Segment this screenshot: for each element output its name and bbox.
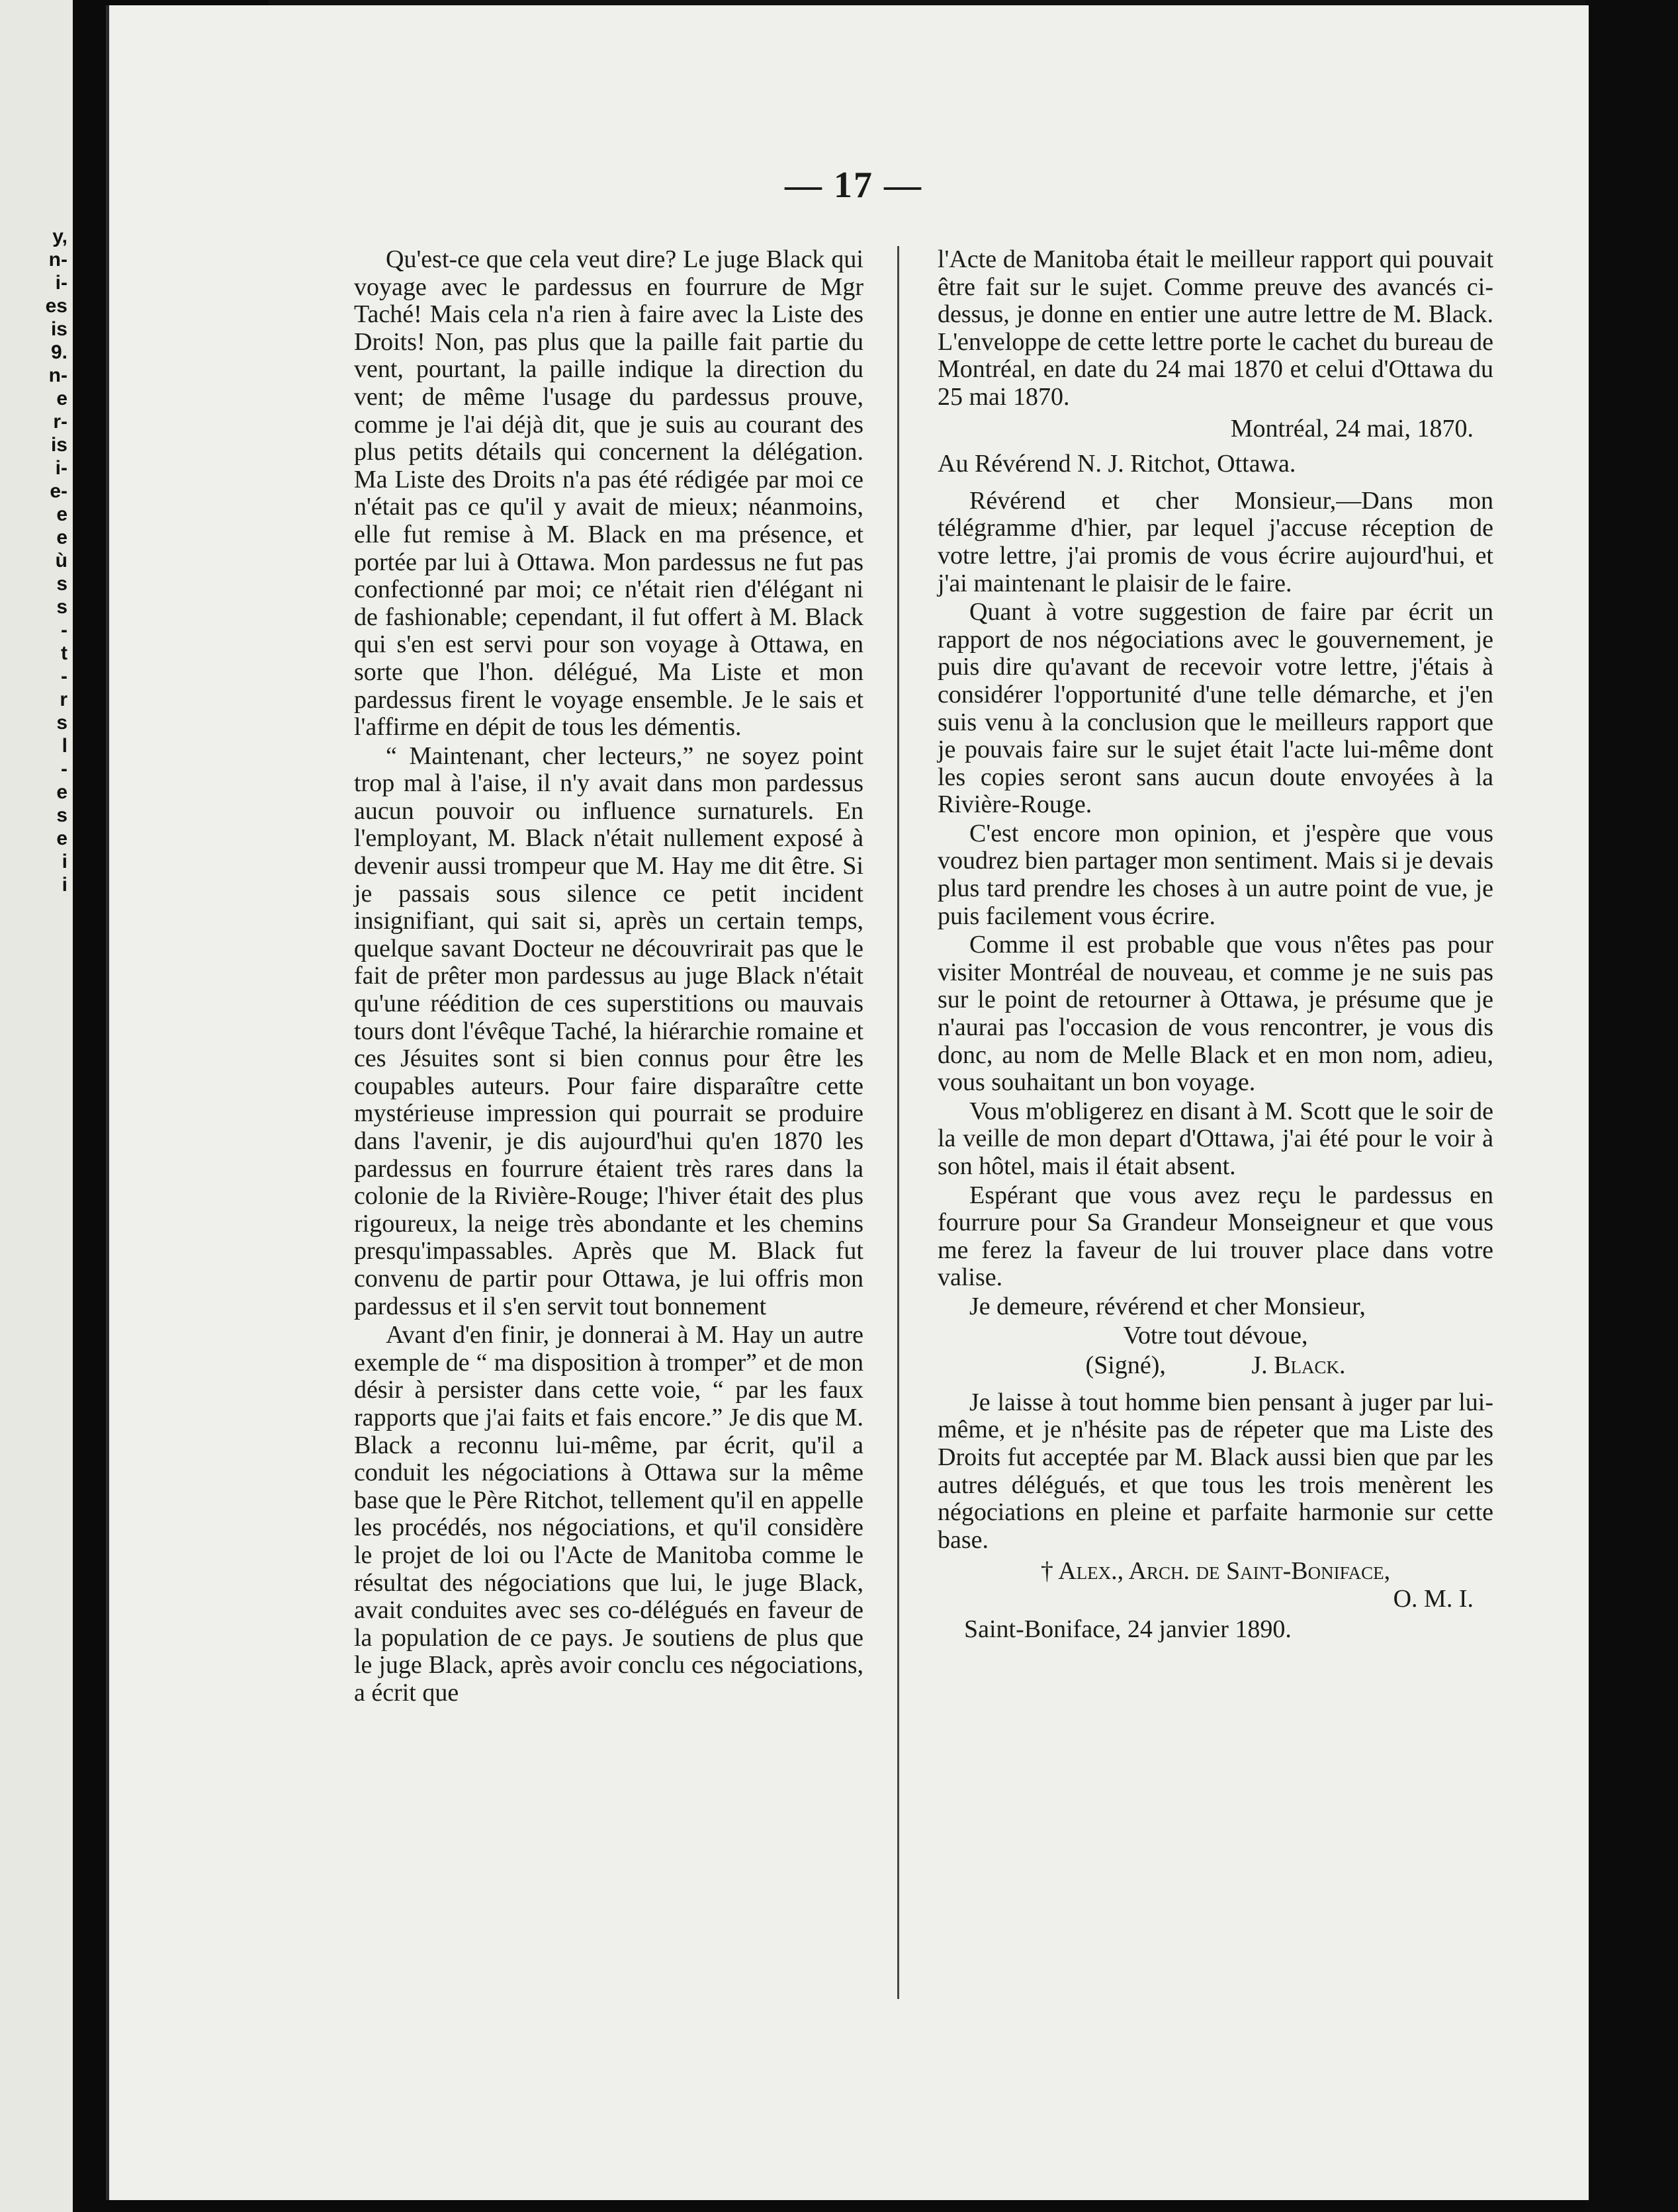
letter-paragraph: Révérend et cher Monsieur,—Dans mon télégramme d'hier, par lequel j'accuse réception de votre lettre, j'ai promis de vous écrire aujourd'hui, et j'ai maintenant le plaisir de le faire. [938,486,1493,597]
margin-fragment: s [56,573,67,595]
margin-fragment: es [45,295,67,317]
margin-fragment: l [62,735,67,757]
letter-signature [938,1352,1493,1380]
letter-paragraph: Espérant que vous avez reçu le pardessus en fourrure pour Sa Grandeur Monseigneur et que vous me ferez la faveur de lui trouver place dans votre valise. [938,1181,1493,1292]
margin-fragment: r [60,689,67,710]
signed-note: (Signé), [1085,1351,1166,1380]
signer-name: J. Black. [1251,1351,1346,1380]
margin-fragment: r- [53,411,67,433]
left-column [354,246,863,1708]
margin-fragment: n- [48,364,67,386]
margin-fragment: i- [55,457,67,479]
letter-paragraph: C'est encore mon opinion, et j'espère que vous voudrez bien partager mon sentiment. Mais si je devais plus tard prendre les choses à un autre point de vue, je puis facilement vous écrire. [938,819,1493,930]
margin-fragment: i [62,874,67,896]
margin-fragment: i [62,851,67,872]
letter-paragraph: Vous m'obligerez en disant à M. Scott que le soir de la veille de mon depart d'Ottawa, j'ai été pour le voir à son hôtel, mais il était absent. [938,1097,1493,1180]
page-number: — 17 — [785,165,922,206]
paragraph: Avant d'en finir, je donnerai à M. Hay un autre exemple de “ ma disposition à tromper” et de mon désir à persister dans cette voie, “ par les faux rapports que j'ai faits et fais encore.” Je dis que M. Black a reconnu lui-même, par écrit, qu'il a conduit les négociations à Ottawa sur la même base que le Père Ritchot, tellement qu'il en appelle les procédés, nos négociations, et qu'il considère le projet de loi ou l'Acte de Manitoba comme le résultat des négociations que lui, le juge Black, avait conduites avec ses co-délégués en faveur de la population de ce pays. Je soutiens de plus que le juge Black, après avoir conclu ces négociations, a écrit que [354,1321,863,1707]
margin-fragment: ù [55,550,67,572]
margin-fragment: e [56,503,67,525]
facing-page-edge [0,0,73,2212]
margin-fragment: s [56,804,67,826]
letter-closing: Je demeure, révérend et cher Monsieur, [969,1292,1366,1320]
paragraph: Qu'est-ce que cela veut dire? Le juge Black qui voyage avec le pardessus en fourrure de Mgr Taché! Mais cela n'a rien à faire avec la Liste des Droits! Non, pas plus que la paille fait partie du vent, pourtant, la paille indique la direction du vent; de même l'usage du pardessus prouve, comme je l'ai déjà dit, que je suis au courant des plus petits détails qui concernent la délégation. Ma Liste des Droits n'a pas été rédigée par moi ce n'était pas ce qu'il y avait de mieux; néanmoins, elle fut remise à M. Black en ma présence, et portée par lui à Ottawa. Mon pardessus ne fut pas confectionné par moi; ce n'était rien d'élégant ni de fashionable; cependant, il fut offert à M. Black qui s'en est servi pour son voyage à Ottawa, en sorte que l'hon. délégué, Ma Liste et mon pardessus firent le voyage ensemble. Je le sais et l'affirme en dépit de tous les démentis. [354,245,863,742]
margin-fragment: i- [55,272,67,294]
facing-page-fragments [1,225,67,896]
margin-fragment: 9. [50,341,67,363]
margin-fragment: e [56,527,67,548]
margin-fragment: e [56,388,67,409]
margin-fragment: - [61,665,67,687]
margin-fragment: y, [52,226,67,247]
paragraph: l'Acte de Manitoba était le meilleur rapport qui pouvait être fait sur le sujet. Comme preuve des avancés ci-dessus, je donne en entier une autre lettre de M. Black. L'enveloppe de cette lettre porte le cachet du bureau de Montréal, en date du 24 mai 1870 et celui d'Ottawa du 25 mai 1870. [938,245,1493,411]
letter-paragraph: Comme il est probable que vous n'êtes pas pour visiter Montréal de nouveau, et comme je ne suis pas sur le point de retourner à Ottawa, je présume que je n'aurai pas l'occasion de vous rencontrer, je vous dis donc, au nom de Melle Black et en mon nom, adieu, vous souhaitant un bon voyage. [938,931,1493,1097]
margin-fragment: e [56,781,67,803]
margin-fragment: t [61,642,67,664]
margin-fragment: - [61,619,67,641]
paragraph: Je laisse à tout homme bien pensant à juger par lui-même, et je n'hésite pas de répeter que ma Liste des Droits fut acceptée par M. Black aussi bien que par les autres délégués, et que tous les trois menèrent les négociations en pleine et parfaite harmonie sur cette base. [938,1388,1493,1554]
letter-paragraph: Quant à votre suggestion de faire par écrit un rapport de nos négociations avec le gouvernement, je puis dire qu'avant de recevoir votre lettre, j'étais à considérer l'opportunité d'une telle démarche, et j'en suis venu à la conclusion que le meilleurs rapport que je pouvais faire sur le sujet était l'acte lui-même dont les copies seront sans aucun doute envoyées à la Rivière-Rouge. [938,598,1493,819]
place-and-date: Saint-Boniface, 24 janvier 1890. [964,1615,1292,1643]
margin-fragment: - [61,758,67,780]
right-column [938,246,1493,1643]
scan-border-right [1585,0,1678,2212]
margin-fragment: s [56,712,67,734]
letter-addressee: Au Révérend N. J. Ritchot, Ottawa. [938,450,1296,478]
letter-closing-formula: Votre tout dévoue, [1123,1321,1308,1349]
margin-fragment: e- [50,480,67,502]
letter-date: Montréal, 24 mai, 1870. [1230,414,1474,443]
author-signature: † Alex., Arch. de Saint-Boniface, [1040,1557,1391,1586]
column-divider [897,246,899,1999]
margin-fragment: n- [48,249,67,271]
margin-fragment: s [56,596,67,618]
religious-order: O. M. I. [1393,1584,1474,1613]
margin-fragment: is [50,318,67,340]
margin-fragment: is [50,434,67,456]
paragraph: “ Maintenant, cher lecteurs,” ne soyez point trop mal à l'aise, il n'y avait dans mon pardessus aucun pouvoir ou influence surnaturels. En l'employant, M. Black n'était nullement exposé à devenir aussi trompeur que M. Hay me dit être. Si je passais sous silence ce petit incident insignifiant, qui sait si, après un certain temps, quelque savant Docteur ne découvrirait pas que le fait de prêter mon pardessus au juge Black n'était qu'une réédition de ces superstitions ou mauvais tours dont l'évêque Taché, la hiérarchie romaine et ces Jésuites sont si bien connus pour être les coupables auteurs. Pour faire disparaître cette mystérieuse impression qui pourrait se produire dans l'avenir, je dis aujourd'hui qu'en 1870 les pardessus en fourrure étaient très rares dans la colonie de la Rivière-Rouge; l'hiver était des plus rigoureux, la neige très abondante et les chemins presqu'impassables. Après que M. Black fut convenu de partir pour Ottawa, je lui offris mon pardessus et il s'en servit tout bonnement [354,742,863,1320]
margin-fragment: e [56,828,67,849]
